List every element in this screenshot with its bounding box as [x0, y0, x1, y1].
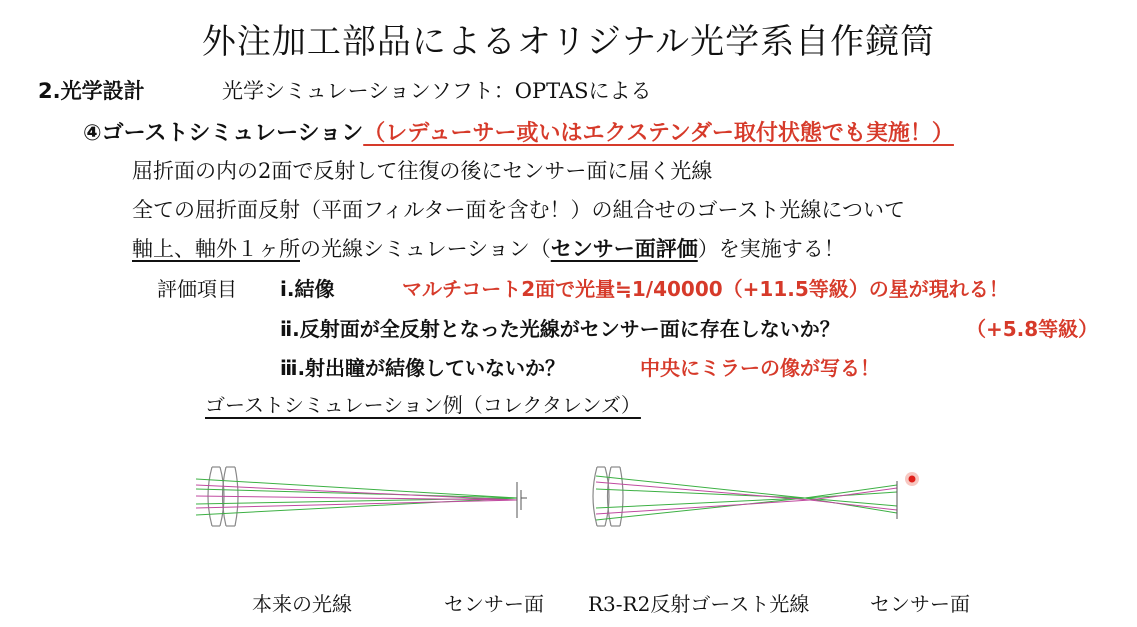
text-line-2: 全ての屈折面反射（平面フィルター面を含む！）の組合せのゴースト光線について	[132, 198, 906, 222]
text-line-1: 屈折面の内の2面で反射して往復の後にセンサー面に届く光線	[132, 159, 713, 183]
ghost-rays-diagram	[593, 467, 897, 526]
green-ghost-rays	[596, 476, 897, 520]
original-rays-diagram	[196, 467, 527, 526]
section-heading: 2.光学設計	[38, 79, 145, 103]
subsection-title: ④ゴーストシミュレーション	[83, 121, 364, 146]
text-line-3-part-d: ）を実施する！	[697, 237, 845, 261]
text-line-3-part-b: の光線シミュレーション（	[300, 237, 551, 261]
software-note: 光学シミュレーションソフト：OPTASによる	[222, 79, 652, 103]
evaluation-item-2-note: （+5.8等級）	[966, 317, 1099, 341]
caption-original-rays: 本来の光線	[252, 592, 352, 616]
evaluation-item-2: ⅱ.反射面が全反射となった光線がセンサー面に存在しないか？	[280, 317, 840, 341]
example-heading: ゴーストシミュレーション例（コレクタレンズ）	[205, 393, 641, 417]
laser-pointer-dot	[909, 476, 916, 483]
subsection-note: （レデューサー或いはエクステンダー取付状態でも実施！）	[363, 121, 954, 146]
text-line-3-part-c: センサー面評価	[550, 237, 698, 261]
caption-sensor-right: センサー面	[870, 592, 970, 616]
evaluation-item-1: ⅰ.結像	[280, 277, 335, 301]
page-title: 外注加工部品によるオリジナル光学系自作鏡筒	[201, 22, 936, 62]
caption-sensor-left: センサー面	[444, 592, 544, 616]
magenta-ghost-rays	[596, 482, 897, 514]
caption-ghost-rays: R3-R2反射ゴースト光線	[588, 592, 810, 616]
sensor-plane-left	[517, 482, 527, 518]
text-line-3-part-a: 軸上、軸外１ヶ所	[132, 237, 300, 261]
evaluation-item-3-note: 中央にミラーの像が写る！	[640, 356, 880, 380]
evaluation-label: 評価項目	[157, 277, 237, 301]
evaluation-item-3: ⅲ.射出瞳が結像していないか？	[280, 356, 566, 380]
evaluation-item-1-note: マルチコート2面で光量≒1/40000（+11.5等級）の星が現れる！	[402, 277, 1009, 301]
